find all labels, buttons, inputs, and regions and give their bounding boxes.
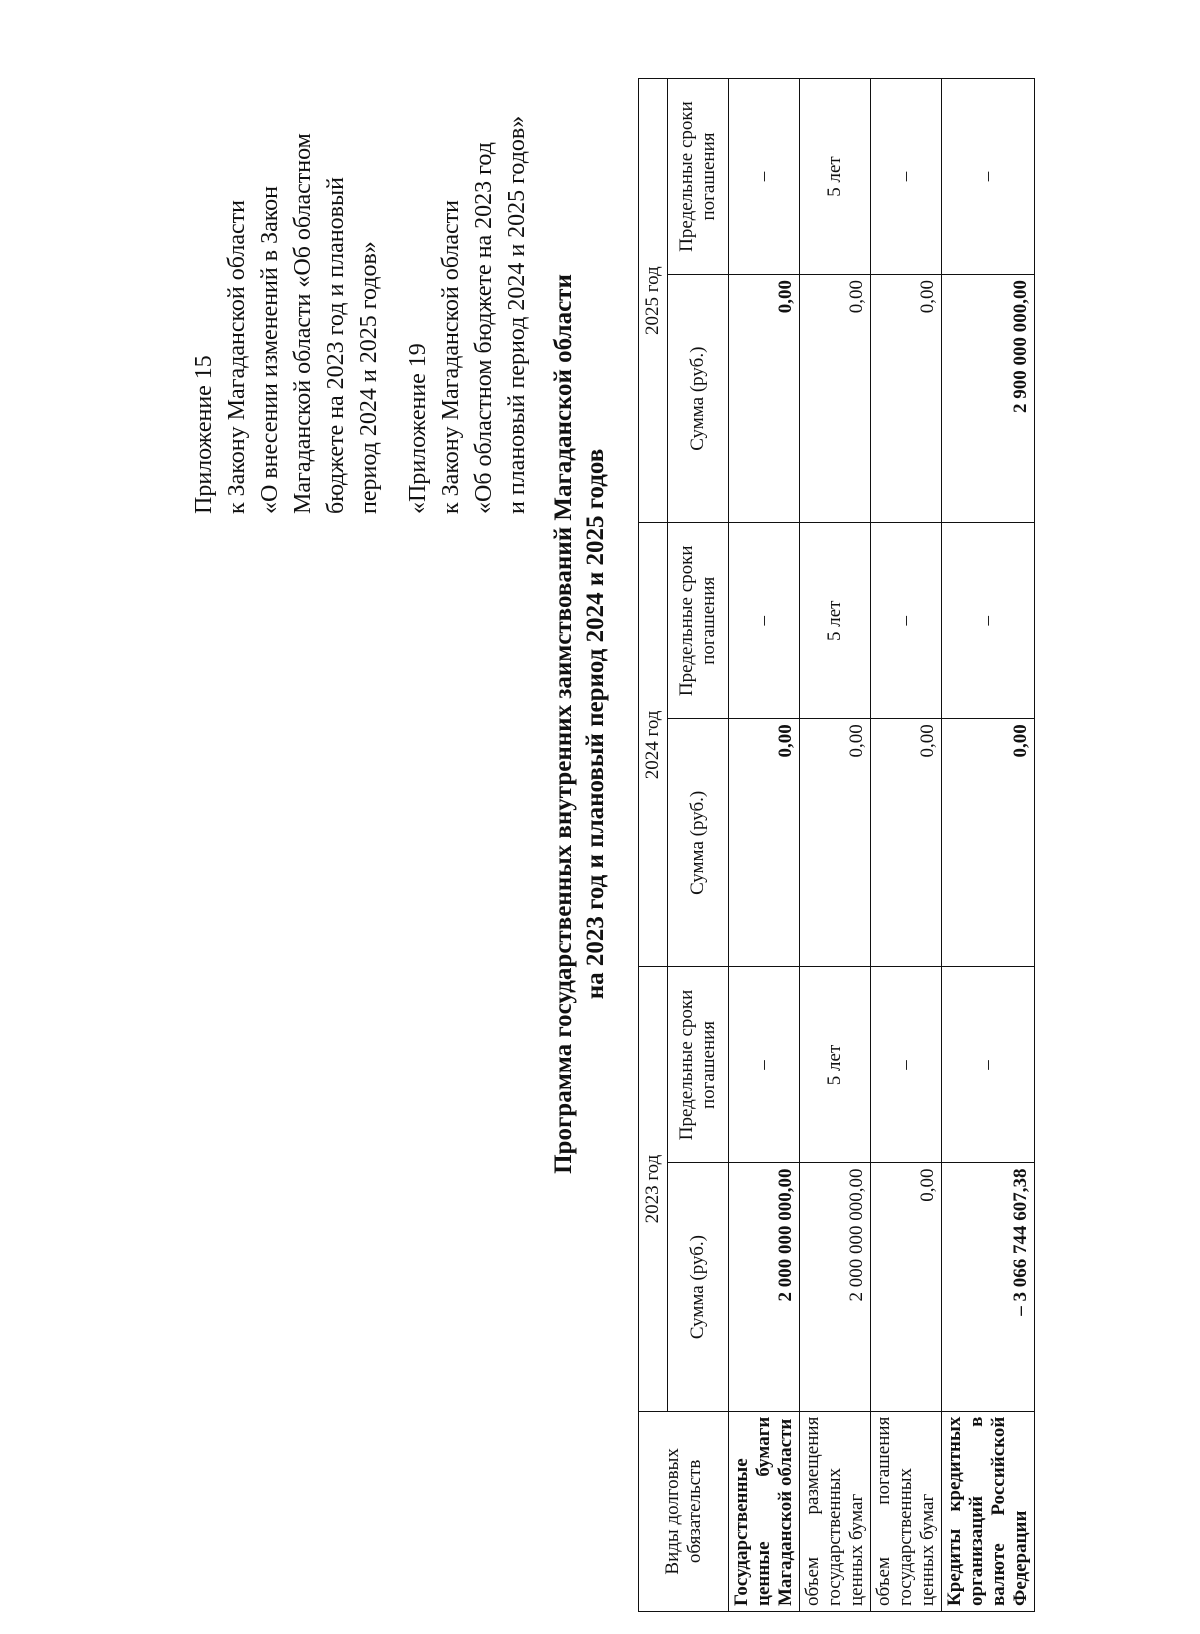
amount-cell: 2 900 000 000,00: [942, 275, 1035, 523]
annex-15-line: период 2024 и 2025 годов»: [356, 241, 382, 514]
row-label: объем погашения государственных ценных бумаг: [871, 1411, 942, 1611]
amount-cell: 0,00: [729, 719, 800, 967]
annex-15-line: Магаданской области «Об областном: [290, 133, 316, 514]
document-title-line: на 2023 год и плановый период 2024 и 2025 годов: [582, 448, 609, 1000]
term-cell: –: [871, 523, 942, 719]
column-header-term: Предельные сроки погашения: [668, 967, 729, 1163]
row-label: Кредиты кредитных организаций в валюте Российской Федерации: [942, 1411, 1035, 1611]
term-cell: 5 лет: [800, 967, 871, 1163]
column-header-term: Предельные сроки погашения: [668, 523, 729, 719]
term-cell: –: [942, 523, 1035, 719]
annex-19-line: к Закону Магаданской области: [438, 200, 464, 514]
table-row: [729, 79, 800, 1612]
amount-cell: – 3 066 744 607,38: [942, 1163, 1035, 1411]
column-header-sum: Сумма (руб.): [668, 275, 729, 523]
annex-15-line: «О внесении изменений в Закон: [257, 185, 283, 514]
column-header-term: Предельные сроки погашения: [668, 79, 729, 275]
column-header-debt-type: Виды долговых обязательств: [639, 1411, 729, 1611]
row-label: объем размещения государственных ценных бумаг: [800, 1411, 871, 1611]
borrowing-program-table: [638, 78, 1035, 1612]
table-row: [871, 79, 942, 1612]
term-cell: –: [871, 967, 942, 1163]
term-cell: –: [942, 79, 1035, 275]
annex-19-line: «Приложение 19: [405, 343, 431, 514]
annex-19-line: и плановый период 2024 и 2025 годов»: [504, 115, 530, 514]
amount-cell: 2 000 000 000,00: [729, 1163, 800, 1411]
amount-cell: 2 000 000 000,00: [800, 1163, 871, 1411]
annex-15-header: [188, 14, 386, 514]
year-header: 2025 год: [639, 79, 668, 523]
column-header-sum: Сумма (руб.): [668, 1163, 729, 1411]
term-cell: 5 лет: [800, 523, 871, 719]
annex-19-line: «Об областном бюджете на 2023 год: [471, 142, 497, 514]
term-cell: –: [729, 967, 800, 1163]
annex-15-line: Приложение 15: [191, 355, 217, 514]
annex-19-header: [402, 14, 534, 514]
term-cell: –: [729, 523, 800, 719]
amount-cell: 0,00: [800, 719, 871, 967]
table-header-row: [639, 79, 668, 1612]
document-title: [548, 124, 612, 1324]
annex-15-line: к Закону Магаданской области: [224, 200, 250, 514]
row-label: Государственные ценные бумаги Магаданской области: [729, 1411, 800, 1611]
table-row: [800, 79, 871, 1612]
table-row: [942, 79, 1035, 1612]
amount-cell: 0,00: [942, 719, 1035, 967]
term-cell: –: [942, 967, 1035, 1163]
term-cell: 5 лет: [800, 79, 871, 275]
table-subheader-row: [668, 79, 729, 1612]
amount-cell: 0,00: [871, 275, 942, 523]
amount-cell: 0,00: [800, 275, 871, 523]
column-header-sum: Сумма (руб.): [668, 719, 729, 967]
year-header: 2023 год: [639, 967, 668, 1411]
amount-cell: 0,00: [871, 1163, 942, 1411]
amount-cell: 0,00: [729, 275, 800, 523]
document-title-line: Программа государственных внутренних заимствований Магаданской области: [550, 274, 577, 1174]
annex-15-line: бюджете на 2023 год и плановый: [323, 177, 349, 514]
year-header: 2024 год: [639, 523, 668, 967]
term-cell: –: [729, 79, 800, 275]
term-cell: –: [871, 79, 942, 275]
amount-cell: 0,00: [871, 719, 942, 967]
